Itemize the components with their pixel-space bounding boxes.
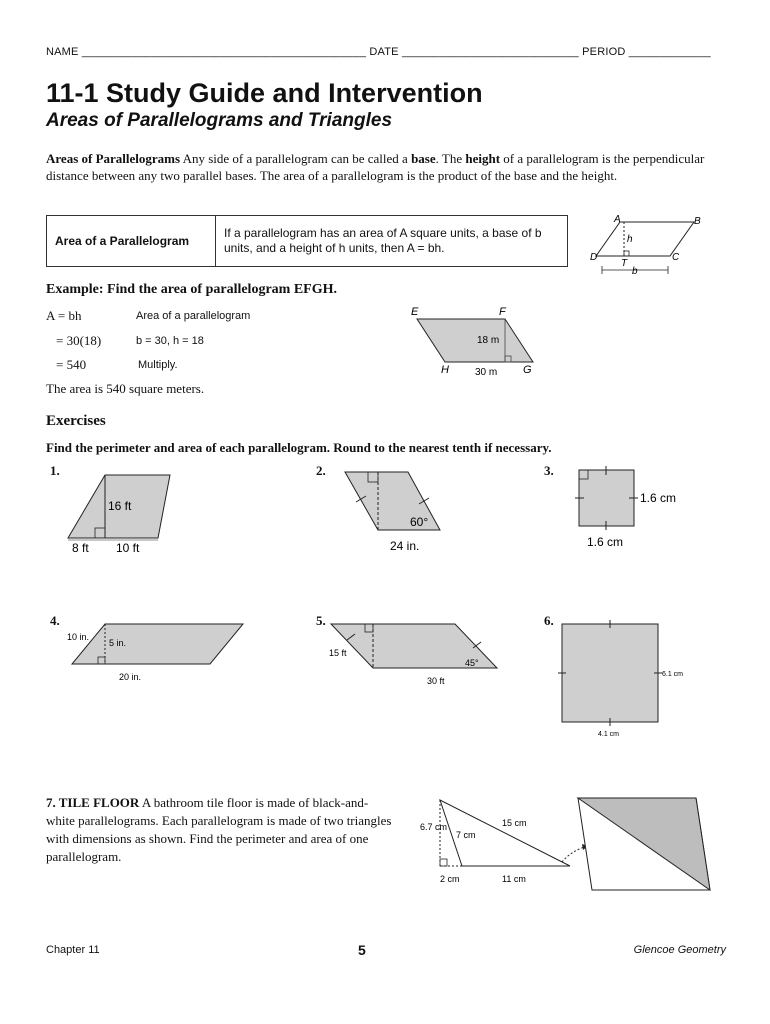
intro-text-1: Any side of a parallelogram can be called a <box>180 151 412 166</box>
problem-4-height-label: 5 in. <box>109 638 127 648</box>
problem-6-number: 6. <box>544 613 554 628</box>
problem-3-figure <box>575 468 695 558</box>
label-b: b <box>632 266 638 277</box>
intro-height-word: height <box>465 151 501 166</box>
example-base-label: 30 m <box>475 367 498 378</box>
problem-7-hyp-label: 15 cm <box>502 818 527 828</box>
problem-7-label: 7. TILE FLOOR <box>46 795 140 810</box>
example-title: Example: Find the area of parallelogram EFGH. <box>46 282 337 297</box>
label-C: C <box>672 252 680 263</box>
label-E: E <box>411 306 419 318</box>
page-subtitle: Areas of Parallelograms and Triangles <box>46 110 393 131</box>
problem-6-rectangle <box>562 624 658 722</box>
label-T: T <box>621 258 628 269</box>
label-h: h <box>627 234 633 245</box>
header-name-date-period: NAME _____________________________________________ DATE ____________________________ PERIOD _____________ <box>46 46 711 58</box>
problem-3-number: 3. <box>544 463 554 478</box>
example-conclusion: The area is 540 square meters. <box>46 381 205 396</box>
problem-3-square <box>579 470 634 526</box>
problem-3-base-label: 1.6 cm <box>587 535 624 549</box>
intro-heading: Areas of Parallelograms <box>46 151 181 166</box>
problem-1-left-label: 8 ft <box>72 541 89 555</box>
problem-5-figure <box>325 620 505 690</box>
problem-1-number: 1. <box>50 463 60 478</box>
problem-7-base-right-label: 11 cm <box>502 874 526 884</box>
problem-4-base-label: 20 in. <box>119 672 142 682</box>
exercises-heading: Exercises <box>46 413 106 429</box>
intro-paragraph <box>46 150 706 184</box>
problem-7-text <box>46 794 396 866</box>
parallelogram-abcd <box>596 222 694 256</box>
problem-7-base-left-label: 2 cm <box>440 874 460 884</box>
example-height-label: 18 m <box>477 335 500 346</box>
formula-parallelogram-figure <box>590 212 710 282</box>
problem-5-base-label: 30 ft <box>427 676 445 686</box>
label-H: H <box>441 364 449 376</box>
example-line-3-math: = 540 <box>56 357 87 372</box>
problem-2-angle-label: 60° <box>410 515 429 529</box>
problem-2-base-label: 24 in. <box>390 539 420 553</box>
problem-2-number: 2. <box>316 463 326 478</box>
problem-7-side-label: 7 cm <box>456 830 476 840</box>
problem-7-figure <box>420 790 720 895</box>
problem-4-side-label: 10 in. <box>67 632 90 642</box>
problem-3-side-label: 1.6 cm <box>640 491 677 505</box>
intro-base-word: base <box>411 151 436 166</box>
example-line-3-note: Multiply. <box>138 359 178 371</box>
example-line-2-math: = 30(18) <box>56 333 102 348</box>
example-line-1-note: Area of a parallelogram <box>136 310 251 322</box>
page-title: 11-1 Study Guide and Intervention <box>46 78 483 108</box>
problem-5-height-label: 15 ft <box>329 648 347 658</box>
problem-1-height-label: 16 ft <box>108 499 132 513</box>
example-line-2-note: b = 30, h = 18 <box>136 335 204 347</box>
example-figure-efgh <box>405 305 545 380</box>
problem-1-figure <box>60 470 180 560</box>
label-D: D <box>590 252 598 263</box>
label-G: G <box>523 364 532 376</box>
problem-5-number: 5. <box>316 613 326 628</box>
label-F: F <box>499 306 506 318</box>
formula-box-text: If a parallelogram has an area of A square units, a base of b units, and a height of h units, then A = bh. <box>224 226 542 255</box>
problem-7-body: A bathroom tile floor is made of black-and-white parallelograms. Each parallelogram is made of two triangles with dimensions as shown. Find the perimeter and area of one parallelogram. <box>46 795 392 864</box>
problem-7-right-angle <box>440 859 447 866</box>
problem-1-base-label: 10 ft <box>116 541 140 555</box>
footer-publisher: Glencoe Geometry <box>633 944 726 956</box>
label-B: B <box>694 216 701 227</box>
problem-6-side-label: 6.1 cm <box>662 671 684 678</box>
label-A: A <box>614 214 621 225</box>
footer-chapter: Chapter 11 <box>46 944 100 956</box>
problem-6-base-label: 4.1 cm <box>598 731 620 738</box>
problem-6-figure <box>560 620 690 740</box>
problem-7-height-label: 6.7 cm <box>420 822 448 832</box>
problem-4-number: 4. <box>50 613 60 628</box>
formula-box <box>46 215 568 267</box>
example-line-1-math: A = bh <box>46 308 82 323</box>
exercises-instruction: Find the perimeter and area of each parallelogram. Round to the nearest tenth if necessary. <box>46 440 552 455</box>
formula-box-label: Area of a Parallelogram <box>47 216 216 266</box>
intro-text-3: of a parallelogram is the perpendicular distance between any two parallel bases. The area of a parallelogram is the product of the base and the height. <box>46 151 705 183</box>
problem-2-figure <box>340 468 450 558</box>
parallelogram-efgh <box>417 319 533 362</box>
problem-4-figure <box>65 620 255 685</box>
intro-text-2: . The <box>435 151 466 166</box>
footer-page-number: 5 <box>358 942 366 958</box>
problem-5-angle-label: 45° <box>465 658 479 668</box>
